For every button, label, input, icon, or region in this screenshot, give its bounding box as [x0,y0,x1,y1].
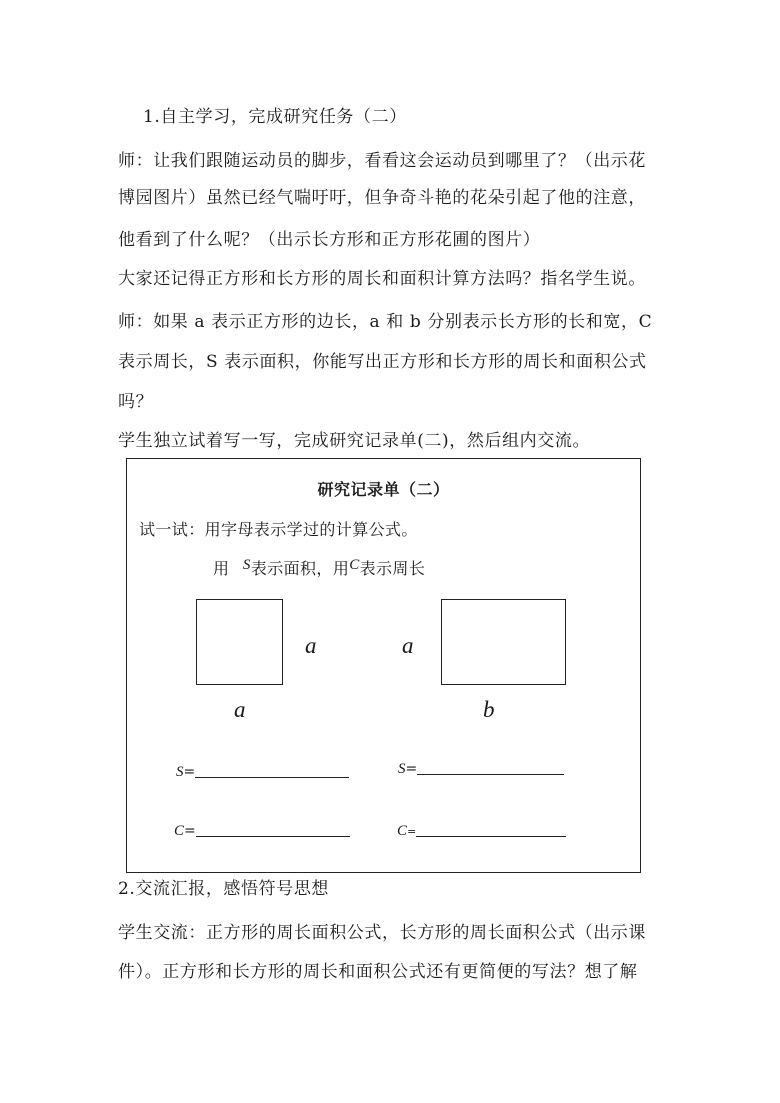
answer-blank[interactable] [195,765,349,778]
formula-symbol: S [176,764,184,780]
square-area-formula [176,764,349,781]
square-bottom-label: a [234,697,246,722]
answer-blank[interactable] [417,762,564,775]
paragraph-line: 师：如果 a 表示正方形的边长，a 和 b 分别表示长方形的长和宽，C [118,312,653,332]
rectangle-area-formula [398,761,564,778]
square-perimeter-formula [174,823,350,840]
legend-prefix: 用 [213,559,230,578]
record-sheet-instruction: 试一试：用字母表示学过的计算公式。 [139,520,418,539]
rectangle-shape [441,599,566,685]
formula-symbol: C [174,823,185,839]
rectangle-bottom-label: b [483,697,495,722]
paragraph-line: 大家还记得正方形和长方形的周长和面积计算方法吗？指名学生说。 [118,269,646,289]
record-sheet-title: 研究记录单（二） [317,480,450,499]
symbol-legend [213,556,425,579]
formula-symbol: C [397,823,408,839]
formula-symbol: S [398,761,406,777]
square-side-label: a [305,633,317,658]
formula-equals: = [407,825,417,838]
answer-blank[interactable] [416,824,566,837]
legend-c-text: 表示周长 [359,559,426,578]
rectangle-side-label: a [402,633,414,658]
section2-heading: 2.交流汇报，感悟符号思想 [118,879,330,899]
paragraph-line: 吗？ [118,392,154,412]
paragraph-line: 师：让我们跟随运动员的脚步，看看这会运动员到哪里了？（出示花 [118,151,646,171]
paragraph-line: 学生交流：正方形的周长面积公式，长方形的周长面积公式（出示课 [118,923,646,943]
record-sheet-box [126,458,641,873]
paragraph-line: 博园图片）虽然已经气喘吁吁，但争奇斗艳的花朵引起了他的注意， [118,188,646,208]
legend-s-symbol: S [242,557,251,573]
legend-c-symbol: C [349,557,360,573]
rectangle-perimeter-formula [397,823,566,840]
formula-equals: = [184,823,196,839]
legend-s-text: 表示面积，用 [250,559,350,578]
paragraph-line: 学生独立试着写一写，完成研究记录单(二)，然后组内交流。 [118,431,591,451]
paragraph-line: 他看到了什么呢？（出示长方形和正方形花圃的图片） [118,230,541,250]
square-shape [196,599,283,685]
answer-blank[interactable] [196,824,350,837]
formula-equals: = [183,764,196,780]
formula-equals: = [405,761,418,777]
section1-heading: 1.自主学习，完成研究任务（二） [143,107,407,127]
paragraph-line: 件）。正方形和长方形的周长和面积公式还有更简便的写法？想了解 [118,962,638,982]
paragraph-line: 表示周长，S 表示面积，你能写出正方形和长方形的周长和面积公式 [118,352,647,372]
